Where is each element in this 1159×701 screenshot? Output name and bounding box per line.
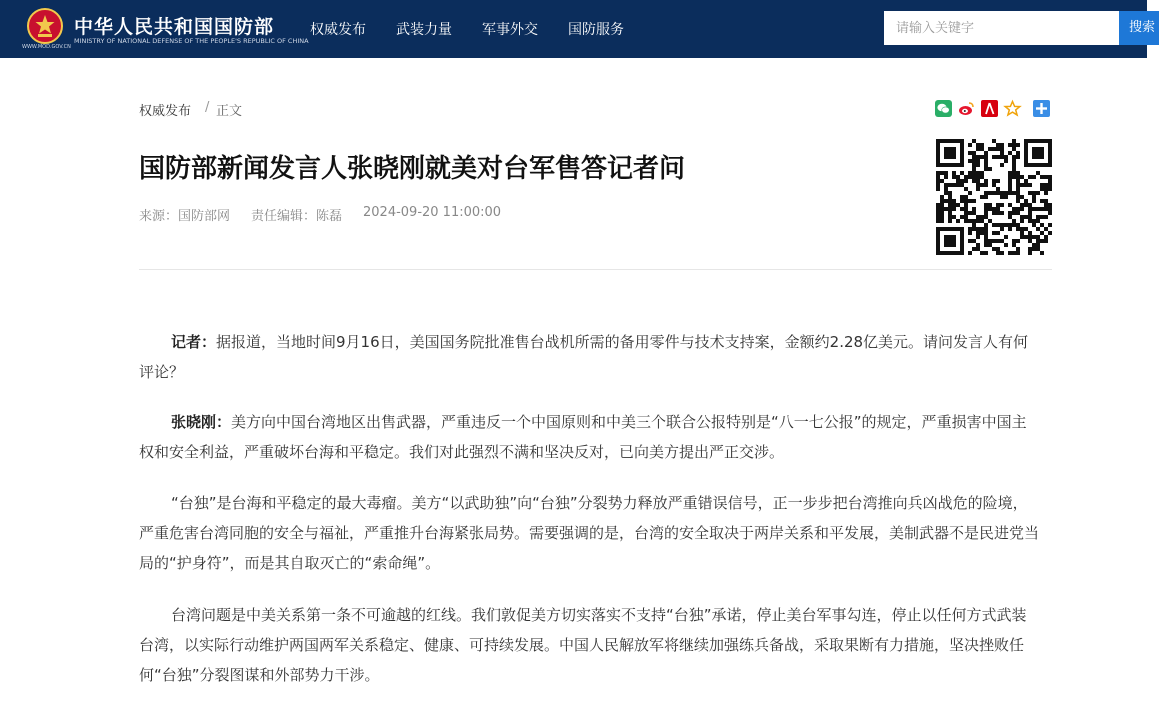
article-paragraph-2 bbox=[139, 407, 1039, 467]
people-daily-icon[interactable] bbox=[981, 100, 998, 117]
paragraph-text: 美方向中国台湾地区出售武器，严重违反一个中国原则和中美三个联合公报特别是“八一七公报”的规定，严重损害中国主权和安全利益，严重破坏台海和平稳定。我们对此强烈不满和坚决反对，已向美方提出严正交涉。 bbox=[139, 413, 1027, 461]
article-paragraph-3 bbox=[139, 488, 1039, 578]
top-header bbox=[0, 0, 1156, 58]
paragraph-text: 据报道，当地时间9月16日，美国国务院批准售台战机所需的备用零件与技术支持案，金额约2.28亿美元。请问发言人有何评论？ bbox=[139, 333, 1029, 381]
wechat-icon[interactable] bbox=[935, 100, 952, 117]
article-paragraph-4 bbox=[139, 600, 1039, 690]
paragraph-text: 台湾问题是中美关系第一条不可逾越的红线。我们敦促美方切实落实不支持“台独”承诺，停止美台军事勾连，停止以任何方式武装台湾，以实际行动维护两国两军关系稳定、健康、可持续发展。中国人民解放军将继续加强练兵备战，采取果断有力措施，坚决挫败任何“台独”分裂图谋和外部势力干涉。 bbox=[139, 606, 1027, 684]
article-editor: 责任编辑：陈磊 bbox=[251, 209, 343, 224]
site-name[interactable]: 中华人民共和国国防部 bbox=[74, 16, 275, 38]
nav-item-armed-forces[interactable]: 武装力量 bbox=[396, 22, 452, 38]
national-emblem-icon bbox=[27, 8, 63, 44]
breadcrumb-item-authoritative-release[interactable]: 权威发布 bbox=[139, 104, 192, 119]
more-share-icon[interactable] bbox=[1033, 100, 1050, 117]
article-datetime: 2024-09-20 11:00:00 bbox=[363, 205, 502, 220]
favorite-star-icon[interactable] bbox=[1004, 100, 1021, 117]
search-input[interactable] bbox=[884, 11, 1119, 45]
breadcrumb-item-current: 正文 bbox=[216, 104, 243, 119]
article-source: 来源：国防部网 bbox=[139, 209, 231, 224]
nav-item-military-diplomacy[interactable]: 军事外交 bbox=[482, 22, 538, 38]
nav-item-authoritative-release[interactable]: 权威发布 bbox=[310, 22, 366, 38]
qr-code-icon bbox=[936, 139, 1052, 255]
site-name-english: MINISTRY OF NATIONAL DEFENSE OF THE PEOPLE'S REPUBLIC OF CHINA bbox=[74, 37, 309, 45]
paragraph-text: “台独”是台海和平稳定的最大毒瘤。美方“以武助独”向“台独”分裂势力释放严重错误信号，正一步步把台湾推向兵凶战危的险境，严重危害台湾同胞的安全与福祉，严重推升台海紧张局势。需要强调的是，台湾的安全取决于两岸关系和平发展，美制武器不是民进党当局的“护身符”，而是其自取灭亡的“索命绳”。 bbox=[139, 494, 1040, 572]
search-button[interactable]: 搜索 bbox=[1119, 11, 1159, 45]
breadcrumb-separator: / bbox=[205, 100, 210, 115]
article-paragraph-1 bbox=[139, 327, 1039, 387]
title-divider bbox=[139, 269, 1052, 270]
weibo-icon[interactable] bbox=[958, 100, 975, 117]
site-url: WWW.MOD.GOV.CN bbox=[22, 44, 71, 50]
speaker-label: 记者： bbox=[171, 333, 217, 351]
nav-item-defense-services[interactable]: 国防服务 bbox=[568, 22, 624, 38]
speaker-label: 张晓刚： bbox=[171, 413, 232, 431]
article-title: 国防部新闻发言人张晓刚就美对台军售答记者问 bbox=[139, 154, 686, 184]
